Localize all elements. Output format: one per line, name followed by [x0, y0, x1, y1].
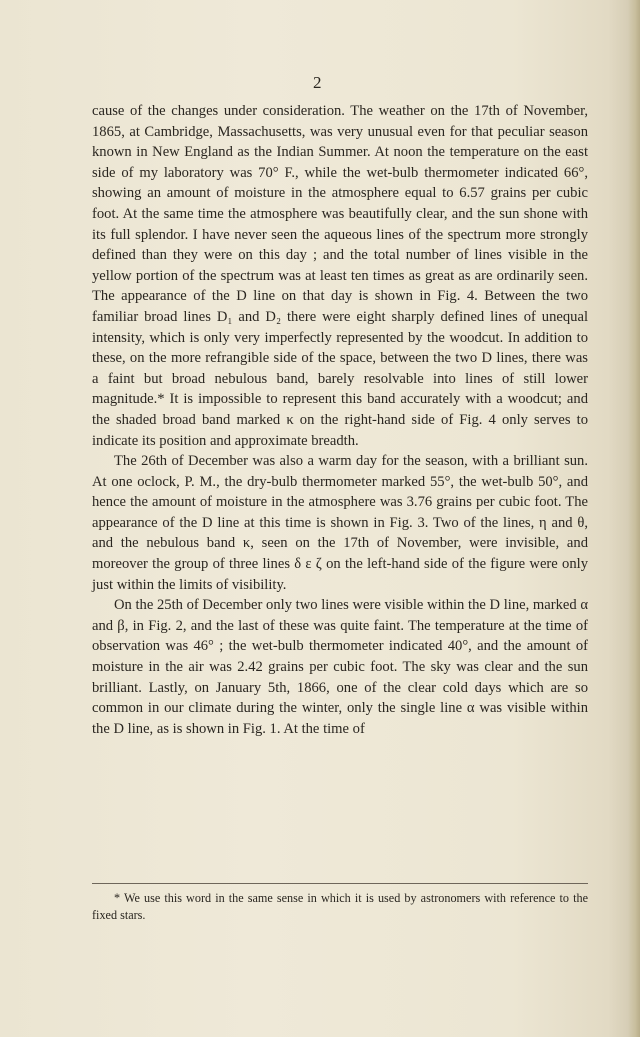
- footnote: [92, 890, 588, 924]
- paragraph: cause of the changes under consideration. The weather on the 17th of November, 1865, at Cambridge, Massachusetts, was very unusual even for that peculiar season known in New England as the Indian Summer. At noon the temperature on the east side of my laboratory was 70° F., while the wet-bulb thermometer indicated 66°, showing an amount of moisture in the atmosphere equal to 6.57 grains per cubic foot. At the same time the atmosphere was beautifully clear, and the sun shone with its full splendor. I have never seen the aqueous lines of the spectrum more strongly defined than they were on this day ; and the total number of lines visible in the yellow portion of the spectrum was at least ten times as great as are ordinarily seen. The appearance of the D line on that day is shown in Fig. 4. Between the two familiar broad lines D₁ and D₂ there were eight sharply defined lines of unequal intensity, which is only very imperfectly represented by the woodcut. In addition to these, on the more refrangible side of the space, between the two D lines, there was a faint but broad nebulous band, barely resolvable into lines of still lower magnitude.* It is impossible to represent this band accurately with a woodcut; and the shaded broad band marked κ on the right-hand side of Fig. 4 only serves to indicate its position and approximate breadth.: [92, 103, 588, 449]
- paragraph: The 26th of December was also a warm day for the season, with a brilliant sun. At one oclock, P. M., the dry-bulb thermometer marked 55°, the wet-bulb 50°, and hence the amount of moisture in the atmosphere was 3.76 grains per cubic foot. The appearance of the D line at this time is shown in Fig. 3. Two of the lines, η and θ, and the nebulous band κ, seen on the 17th of November, were invisible, and moreover the group of three lines δ ε ζ on the left-hand side of the figure were only just within the limits of visibility.: [92, 453, 588, 593]
- page-number: 2: [313, 73, 322, 92]
- body-text: [92, 101, 588, 739]
- footnote-rule: [92, 883, 588, 884]
- page-edge-shadow: [628, 0, 640, 1037]
- paragraph: On the 25th of December only two lines were visible within the D line, marked α and β, in Fig. 2, and the last of these was quite faint. The temperature at the time of observation was 46° ; the wet-bulb thermometer indicated 40°, and the amount of moisture in the air was 2.42 grains per cubic foot. The sky was clear and the sun brilliant. Lastly, on January 5th, 1866, one of the clear cold days which are so common in our climate during the winter, only the single line α was visible within the D line, as is shown in Fig. 1. At the time of: [92, 597, 588, 737]
- footnote-text: * We use this word in the same sense in which it is used by astronomers with reference to the fixed stars.: [92, 891, 588, 922]
